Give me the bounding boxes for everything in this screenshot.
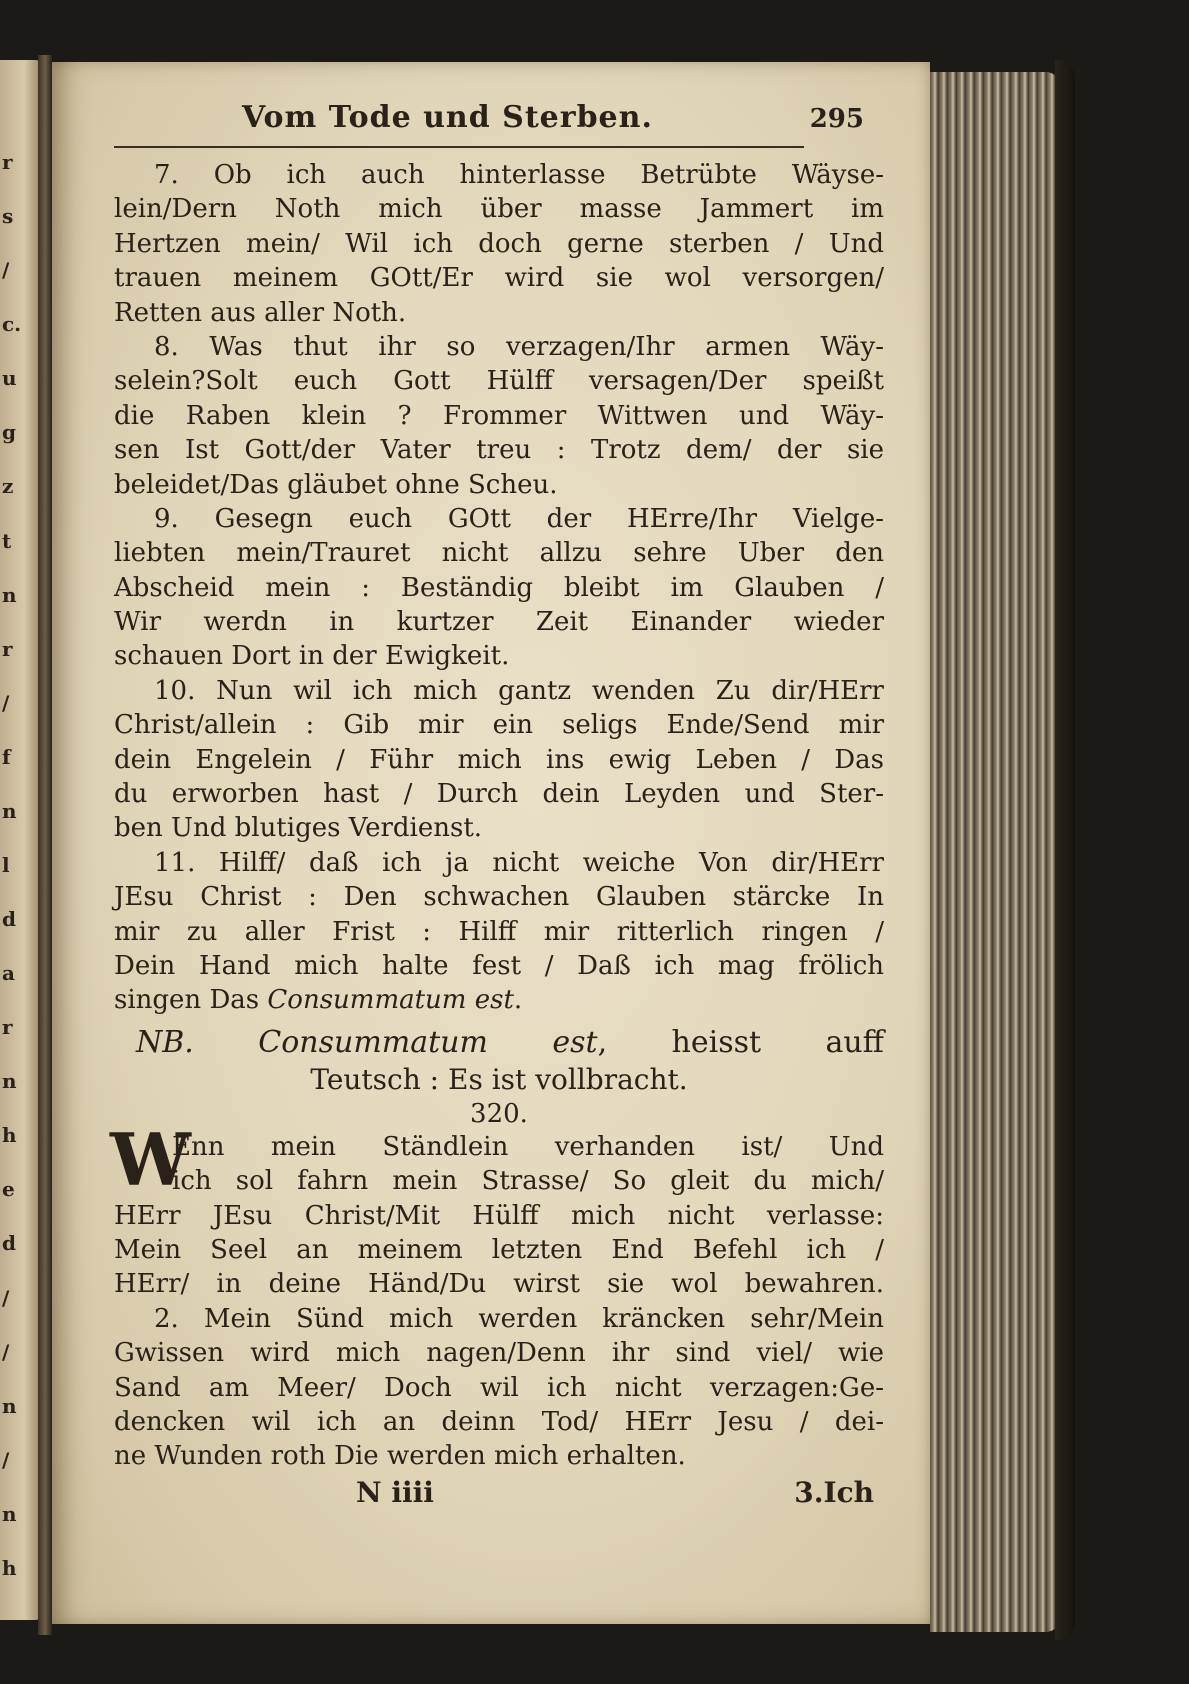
- page-header: [114, 100, 884, 146]
- facing-page-letter: n: [2, 1393, 17, 1418]
- facing-page-letter: n: [2, 1069, 17, 1094]
- text-line: 9. Gesegn euch GOtt der HErre/Ihr Vielge-: [154, 503, 884, 534]
- nota-bene: [114, 1024, 884, 1098]
- text-line: ben Und blutiges Verdienst.: [114, 813, 483, 844]
- facing-page-letter: r: [2, 1015, 13, 1040]
- line-suffix: .: [513, 985, 523, 1016]
- page-block-edges: [930, 72, 1060, 1632]
- facing-page-letter: u: [2, 366, 17, 391]
- facing-page-letter: e: [2, 1177, 15, 1202]
- cover-edge: [1055, 60, 1075, 1640]
- facing-page-letter: r: [2, 636, 13, 661]
- text-line: sen Ist Gott/der Vater treu : Trotz dem/ der sie: [114, 435, 884, 466]
- text-line: Enn mein Ständlein verhanden ist/ Und: [172, 1131, 884, 1162]
- text-line: Sand am Meer/ Doch wil ich nicht verzagen:Ge-: [114, 1372, 884, 1403]
- text-line: HErr/ in deine Händ/Du wirst sie wol bewahren.: [114, 1269, 884, 1300]
- facing-page-letter: r: [2, 150, 13, 174]
- latin-phrase: Consummatum est: [267, 985, 514, 1016]
- nb-latin: Consummatum est: [258, 1024, 598, 1060]
- text-line: 10. Nun wil ich mich gantz wenden Zu dir/HErr: [154, 675, 884, 706]
- text-line: dencken wil ich an deinn Tod/ HErr Jesu / dei-: [114, 1406, 884, 1437]
- drop-initial: W: [110, 1116, 191, 1202]
- facing-page-letter: n: [2, 582, 17, 607]
- text-block: [110, 100, 884, 1516]
- text-line: schauen Dort in der Ewigkeit.: [114, 641, 510, 672]
- header-rule: [114, 146, 804, 148]
- text-line: beleidet/Das gläubet ohne Scheu.: [114, 469, 558, 500]
- hymn-number: 320.: [470, 1098, 528, 1129]
- text-line: Dein Hand mich halte fest / Daß ich mag frölich: [114, 950, 884, 981]
- facing-page-letter: c.: [2, 312, 22, 337]
- facing-page-letter: f: [2, 744, 11, 769]
- facing-page-letter: z: [2, 474, 14, 499]
- facing-page-letter: n: [2, 798, 17, 823]
- book-gutter: [38, 55, 52, 1635]
- text-line: die Raben klein ? Frommer Wittwen und Wäy-: [114, 400, 884, 431]
- facing-page-letter: s: [2, 204, 14, 229]
- facing-page-letters: [0, 150, 30, 1630]
- text-line: liebten mein/Trauret nicht allzu sehre Uber den: [114, 538, 884, 569]
- facing-page-letter: /: [2, 1447, 10, 1472]
- facing-page-letter: a: [2, 961, 15, 986]
- signature-mark: N iiii: [356, 1475, 434, 1509]
- hymn-320: [110, 1116, 884, 1474]
- text-line: Mein Seel an meinem letzten End Befehl ich /: [114, 1234, 884, 1265]
- text-line: JEsu Christ : Den schwachen Glauben stärcke In: [114, 882, 884, 913]
- facing-page-letter: t: [2, 528, 12, 553]
- facing-page-letter: n: [2, 1501, 17, 1526]
- facing-page-letter: d: [2, 907, 16, 932]
- text-line: dein Engelein / Führ mich ins ewig Leben / Das: [114, 744, 884, 775]
- book-page: [52, 62, 930, 1624]
- stanzas-section-a: [114, 158, 884, 1018]
- text-line: Abscheid mein : Beständig bleibt im Glauben /: [114, 572, 884, 603]
- text-line: ich sol fahrn mein Strasse/ So gleit du mich/: [172, 1166, 884, 1197]
- facing-page-letter: /: [2, 1285, 10, 1310]
- text-line: HErr JEsu Christ/Mit Hülff mich nicht verlasse:: [114, 1200, 884, 1231]
- facing-page-letter: /: [2, 690, 10, 715]
- text-line: selein?Solt euch Gott Hülff versagen/Der speißt: [114, 366, 884, 397]
- text-line: Hertzen mein/ Wil ich doch gerne sterben / Und: [114, 228, 884, 259]
- running-head: Vom Tode und Sterben.: [242, 100, 653, 135]
- facing-page-letter: g: [2, 420, 16, 445]
- facing-page-letter: /: [2, 1339, 10, 1364]
- text-line: Retten aus aller Noth.: [114, 297, 407, 328]
- nb-text: , heisst auff: [597, 1024, 884, 1060]
- text-line: 11. Hilff/ daß ich ja nicht weiche Von dir/HErr: [154, 847, 884, 878]
- text-line: mir zu aller Frist : Hilff mir ritterlich ringen /: [114, 916, 884, 947]
- text-line: 8. Was thut ihr so verzagen/Ihr armen Wäy-: [154, 331, 884, 362]
- text-line: 7. Ob ich auch hinterlasse Betrübte Wäyse-: [154, 160, 884, 190]
- line-prefix: singen Das: [114, 985, 268, 1016]
- catchword: 3.Ich: [794, 1475, 874, 1509]
- nb-line: [114, 1024, 884, 1062]
- nb-translation: Teutsch : Es ist vollbracht.: [310, 1062, 688, 1096]
- text-line: trauen meinem GOtt/Er wird sie wol versorgen/: [114, 263, 884, 294]
- text-line: Christ/allein : Gib mir ein seligs Ende/Send mir: [114, 710, 884, 741]
- page-footer: [114, 1476, 884, 1516]
- facing-page-letter: l: [2, 852, 10, 877]
- nb-label: NB.: [136, 1024, 194, 1060]
- facing-page-letter: d: [2, 1231, 16, 1256]
- text-line: Gwissen wird mich nagen/Denn ihr sind viel/ wie: [114, 1338, 884, 1369]
- text-line-latin-ending: [114, 983, 884, 1017]
- text-line: Wir werdn in kurtzer Zeit Einander wieder: [114, 607, 884, 638]
- text-line: du erworben hast / Durch dein Leyden und Ster-: [114, 779, 884, 810]
- text-line: 2. Mein Sünd mich werden kräncken sehr/Mein: [154, 1303, 884, 1334]
- facing-page-letter: h: [2, 1555, 17, 1580]
- text-line: ne Wunden roth Die werden mich erhalten.: [114, 1441, 686, 1472]
- text-line: lein/Dern Noth mich über masse Jammert im: [114, 194, 884, 225]
- facing-page-letter: h: [2, 1123, 17, 1148]
- facing-page-letter: /: [2, 258, 10, 283]
- page-number: 295: [809, 104, 864, 134]
